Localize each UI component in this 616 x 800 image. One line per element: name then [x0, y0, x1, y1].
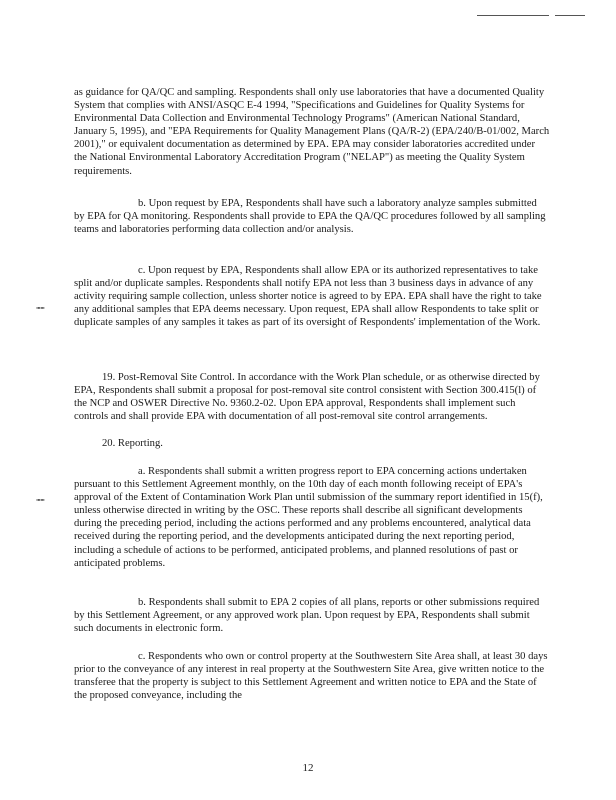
top-scan-mark [555, 15, 585, 16]
margin-mark: """ [36, 498, 44, 506]
paragraph-18c: c. Upon request by EPA, Respondents shall allow EPA or its authorized representatives to take split and/or duplicate samples. Respondents shall notify EPA not less than 3 business days in advance of any activity requiring sample collection, unless shorter notice is agreed to by EPA. EPA shall have the right to take any additional samples that EPA deems necessary. Upon request, EPA shall allow Respondents to take split or duplicate samples of any samples it takes as part of its oversight of Respondents' implementation of the Work. [74, 265, 542, 329]
margin-mark: """ [36, 306, 44, 314]
paragraph-20b: b. Respondents shall submit to EPA 2 copies of all plans, reports or other submissions required by this Settlement Agreement, or any approved work plan. Upon request by EPA, Respondents shall submit such documents in electronic form. [74, 597, 540, 635]
heading-20-reporting: 20. Reporting. [102, 438, 163, 449]
page-number: 12 [302, 762, 314, 774]
top-scan-mark [477, 15, 549, 16]
paragraph-qa-guidance: as guidance for QA/QC and sampling. Respondents shall only use laboratories that have a documented Quality System that complies with ANSI/ASQC E-4 1994, "Specifications and Guidelines for Quality Systems for Environmental Data Collection and Environmental Technology Programs" (American National Standard, January 5, 1995), and "EPA Requirements for Quality Management Plans (QA/R-2) (EPA/240/B-01/002, March 2001)," or equivalent documentation as determined by EPA. EPA may consider laboratories accredited under the National Environmental Laboratory Accreditation Program ("NELAP") as meeting the Quality System requirements. [74, 87, 550, 177]
paragraph-18b: b. Upon request by EPA, Respondents shall have such a laboratory analyze samples submitted by EPA for QA monitoring. Respondents shall provide to EPA the QA/QC procedures followed by all sampling teams and laboratories performing data collection and/or analysis. [74, 198, 546, 236]
paragraph-19-post-removal: 19. Post-Removal Site Control. In accordance with the Work Plan schedule, or as otherwise directed by EPA, Respondents shall submit a proposal for post-removal site control consistent with Section 300.415(l) of the NCP and OSWER Directive No. 9360.2-02. Upon EPA approval, Respondents shall implement such controls and shall provide EPA with documentation of all post-removal site control arrangements. [74, 372, 540, 423]
paragraph-20c: c. Respondents who own or control property at the Southwestern Site Area shall, at least 30 days prior to the conveyance of any interest in real property at the Southwestern Site Area, give written notice to the transferee that the property is subject to this Settlement Agreement and written notice to EPA and the State of the proposed conveyance, including the [74, 651, 548, 702]
paragraph-20a: a. Respondents shall submit a written progress report to EPA concerning actions undertaken pursuant to this Settlement Agreement monthly, on the 10th day of each month following receipt of EPA's approval of the Extent of Contamination Work Plan until submission of the summary report identified in 15(f), unless otherwise directed in writing by the OSC. These reports shall describe all significant developments during the preceding period, including the actions performed and any problems encountered, analytical data received during the reporting period, and the developments anticipated during the next reporting period, including a schedule of actions to be performed, anticipated problems, and planned resolutions of past or anticipated problems. [74, 466, 543, 569]
